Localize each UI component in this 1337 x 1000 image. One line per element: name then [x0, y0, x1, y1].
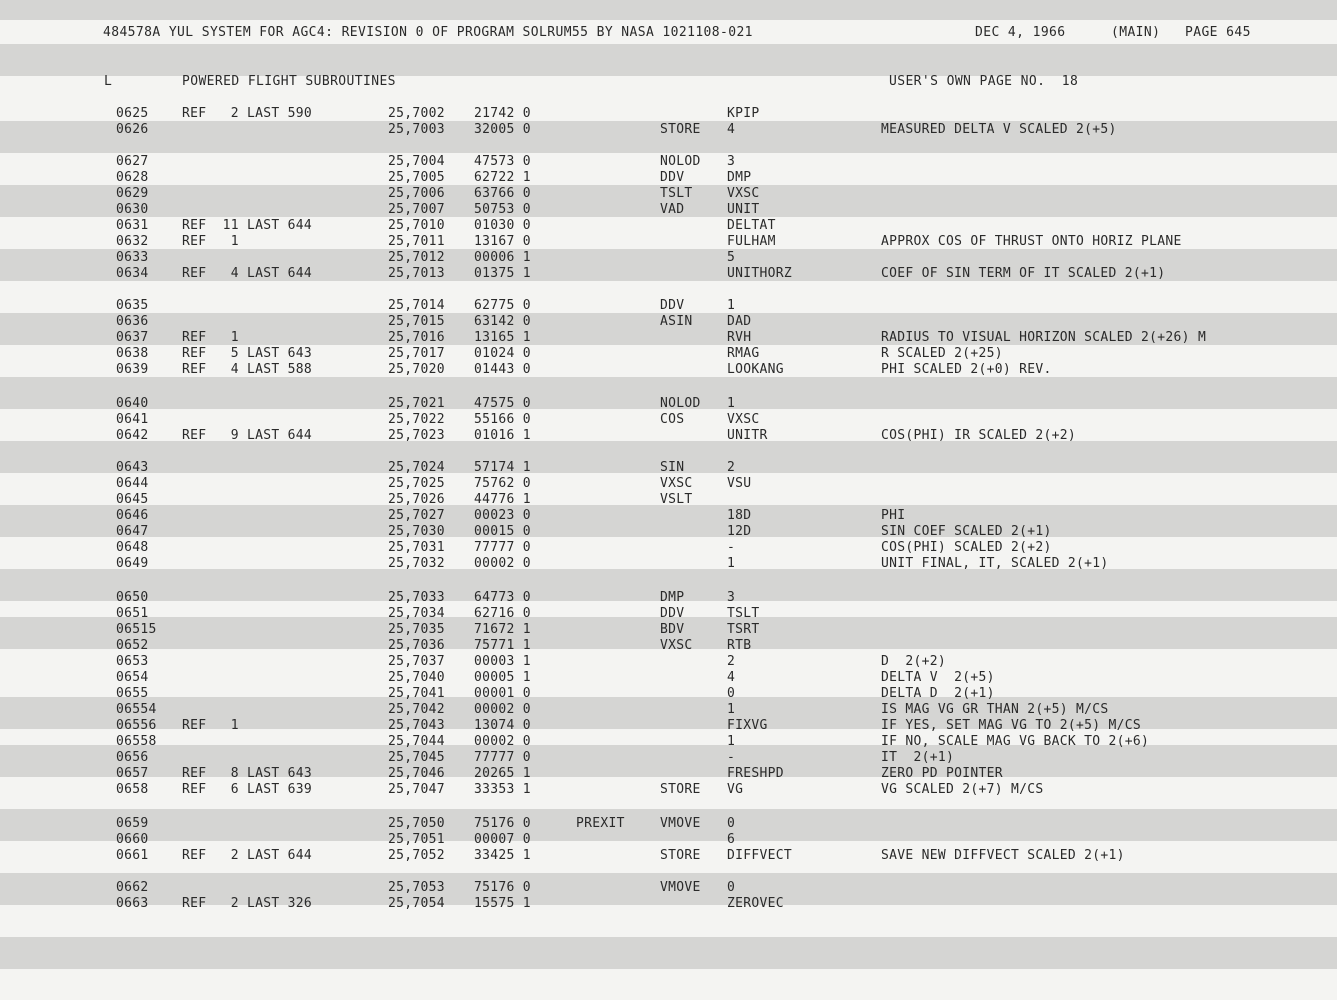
octal-word: 13165 1	[474, 330, 531, 345]
address: 25,7026	[388, 492, 445, 507]
octal-word: 00002 0	[474, 702, 531, 717]
line-number: 0654	[116, 670, 149, 685]
ref-note: REF 4 LAST 644	[182, 266, 313, 281]
comment: COS(PHI) IR SCALED 2(+2)	[881, 428, 1077, 443]
operand: TSRT	[727, 622, 760, 637]
octal-word: 33353 1	[474, 782, 531, 797]
ref-note: REF 1	[182, 718, 239, 733]
line-number: 0628	[116, 170, 149, 185]
octal-word: 01375 1	[474, 266, 531, 281]
octal-word: 33425 1	[474, 848, 531, 863]
line-number: 0652	[116, 638, 149, 653]
opcode: DDV	[660, 298, 685, 313]
operand: 6	[727, 832, 736, 847]
opcode: VAD	[660, 202, 685, 217]
address: 25,7053	[388, 880, 445, 895]
octal-word: 00001 0	[474, 686, 531, 701]
octal-word: 63142 0	[474, 314, 531, 329]
opcode: ASIN	[660, 314, 693, 329]
comment: MEASURED DELTA V SCALED 2(+5)	[881, 122, 1117, 137]
operand: 3	[727, 590, 736, 605]
address: 25,7051	[388, 832, 445, 847]
operand: -	[727, 540, 736, 555]
octal-word: 44776 1	[474, 492, 531, 507]
address: 25,7032	[388, 556, 445, 571]
opcode: STORE	[660, 122, 701, 137]
address: 25,7014	[388, 298, 445, 313]
operand: KPIP	[727, 106, 760, 121]
address: 25,7006	[388, 186, 445, 201]
address: 25,7010	[388, 218, 445, 233]
comment: RADIUS TO VISUAL HORIZON SCALED 2(+26) M	[881, 330, 1207, 345]
operand: RMAG	[727, 346, 760, 361]
octal-word: 01016 1	[474, 428, 531, 443]
line-number: 06515	[116, 622, 157, 637]
operand: UNITR	[727, 428, 768, 443]
opcode: DDV	[660, 170, 685, 185]
operand: 1	[727, 734, 736, 749]
operand: FULHAM	[727, 234, 776, 249]
operand: DMP	[727, 170, 752, 185]
opcode: VXSC	[660, 638, 693, 653]
line-number: 0641	[116, 412, 149, 427]
operand: DIFFVECT	[727, 848, 793, 863]
address: 25,7043	[388, 718, 445, 733]
octal-word: 00006 1	[474, 250, 531, 265]
octal-word: 00023 0	[474, 508, 531, 523]
ref-note: REF 4 LAST 588	[182, 362, 313, 377]
octal-word: 62716 0	[474, 606, 531, 621]
octal-word: 63766 0	[474, 186, 531, 201]
paper-band	[0, 505, 1337, 537]
address: 25,7012	[388, 250, 445, 265]
octal-word: 01443 0	[474, 362, 531, 377]
operand: 1	[727, 298, 736, 313]
opcode: STORE	[660, 848, 701, 863]
octal-word: 13167 0	[474, 234, 531, 249]
operand: 12D	[727, 524, 752, 539]
comment: DELTA V 2(+5)	[881, 670, 995, 685]
octal-word: 75176 0	[474, 816, 531, 831]
operand: 4	[727, 670, 736, 685]
address: 25,7020	[388, 362, 445, 377]
line-number: 06554	[116, 702, 157, 717]
octal-word: 13074 0	[474, 718, 531, 733]
line-number: 0630	[116, 202, 149, 217]
operand: 1	[727, 396, 736, 411]
comment: DELTA D 2(+1)	[881, 686, 995, 701]
operand: LOOKANG	[727, 362, 784, 377]
octal-word: 55166 0	[474, 412, 531, 427]
line-number: 0633	[116, 250, 149, 265]
line-number: 0650	[116, 590, 149, 605]
address: 25,7036	[388, 638, 445, 653]
address: 25,7040	[388, 670, 445, 685]
address: 25,7004	[388, 154, 445, 169]
operand: 0	[727, 686, 736, 701]
operand: FIXVG	[727, 718, 768, 733]
line-number: 0629	[116, 186, 149, 201]
octal-word: 01024 0	[474, 346, 531, 361]
line-number: 0644	[116, 476, 149, 491]
comment: D 2(+2)	[881, 654, 947, 669]
line-number: 0646	[116, 508, 149, 523]
line-number: 06556	[116, 718, 157, 733]
opcode: TSLT	[660, 186, 693, 201]
address: 25,7045	[388, 750, 445, 765]
operand: UNIT	[727, 202, 760, 217]
line-number: 0647	[116, 524, 149, 539]
octal-word: 00002 0	[474, 734, 531, 749]
opcode: SIN	[660, 460, 685, 475]
comment: IS MAG VG GR THAN 2(+5) M/CS	[881, 702, 1109, 717]
line-number: 0638	[116, 346, 149, 361]
line-number: 0653	[116, 654, 149, 669]
line-number: 0651	[116, 606, 149, 621]
operand: VXSC	[727, 412, 760, 427]
address: 25,7007	[388, 202, 445, 217]
octal-word: 77777 0	[474, 540, 531, 555]
octal-word: 57174 1	[474, 460, 531, 475]
ref-note: REF 11 LAST 644	[182, 218, 313, 233]
operand: 4	[727, 122, 736, 137]
comment: IF YES, SET MAG VG TO 2(+5) M/CS	[881, 718, 1142, 733]
operand: 0	[727, 880, 736, 895]
operand: DAD	[727, 314, 752, 329]
address: 25,7027	[388, 508, 445, 523]
operand: VG	[727, 782, 744, 797]
address: 25,7050	[388, 816, 445, 831]
line-number: 0648	[116, 540, 149, 555]
comment: IT 2(+1)	[881, 750, 955, 765]
line-number: 0627	[116, 154, 149, 169]
opcode: BDV	[660, 622, 685, 637]
operand: 18D	[727, 508, 752, 523]
header-page: PAGE 645	[1185, 25, 1251, 40]
opcode: VMOVE	[660, 816, 701, 831]
line-number: 0635	[116, 298, 149, 313]
address: 25,7047	[388, 782, 445, 797]
line-number: 0660	[116, 832, 149, 847]
line-number: 0631	[116, 218, 149, 233]
comment: PHI SCALED 2(+0) REV.	[881, 362, 1052, 377]
line-number: 06558	[116, 734, 157, 749]
address: 25,7052	[388, 848, 445, 863]
opcode: VXSC	[660, 476, 693, 491]
operand: FRESHPD	[727, 766, 784, 781]
opcode: COS	[660, 412, 685, 427]
address: 25,7031	[388, 540, 445, 555]
opcode: NOLOD	[660, 396, 701, 411]
line-number: 0662	[116, 880, 149, 895]
comment: R SCALED 2(+25)	[881, 346, 1003, 361]
octal-word: 00007 0	[474, 832, 531, 847]
address: 25,7017	[388, 346, 445, 361]
octal-word: 00015 0	[474, 524, 531, 539]
operand: 0	[727, 816, 736, 831]
octal-word: 62722 1	[474, 170, 531, 185]
octal-word: 20265 1	[474, 766, 531, 781]
octal-word: 47575 0	[474, 396, 531, 411]
operand: -	[727, 750, 736, 765]
ref-note: REF 1	[182, 330, 239, 345]
line-number: 0626	[116, 122, 149, 137]
header-date: DEC 4, 1966	[975, 25, 1066, 40]
comment: SAVE NEW DIFFVECT SCALED 2(+1)	[881, 848, 1125, 863]
paper-band	[0, 937, 1337, 969]
octal-word: 00002 0	[474, 556, 531, 571]
paper-band	[0, 0, 1337, 20]
line-number: 0639	[116, 362, 149, 377]
comment: COEF OF SIN TERM OF IT SCALED 2(+1)	[881, 266, 1166, 281]
address: 25,7021	[388, 396, 445, 411]
octal-word: 75762 0	[474, 476, 531, 491]
operand: 2	[727, 654, 736, 669]
octal-word: 71672 1	[474, 622, 531, 637]
line-number: 0645	[116, 492, 149, 507]
address: 25,7013	[388, 266, 445, 281]
operand: DELTAT	[727, 218, 776, 233]
address: 25,7034	[388, 606, 445, 621]
address: 25,7002	[388, 106, 445, 121]
comment: COS(PHI) SCALED 2(+2)	[881, 540, 1052, 555]
line-number: 0655	[116, 686, 149, 701]
address: 25,7033	[388, 590, 445, 605]
line-number: 0634	[116, 266, 149, 281]
ref-note: REF 2 LAST 590	[182, 106, 313, 121]
comment: IF NO, SCALE MAG VG BACK TO 2(+6)	[881, 734, 1150, 749]
octal-word: 15575 1	[474, 896, 531, 911]
octal-word: 00003 1	[474, 654, 531, 669]
section-title: POWERED FLIGHT SUBROUTINES	[182, 74, 396, 89]
address: 25,7025	[388, 476, 445, 491]
address: 25,7015	[388, 314, 445, 329]
octal-word: 62775 0	[474, 298, 531, 313]
address: 25,7041	[388, 686, 445, 701]
operand: VSU	[727, 476, 752, 491]
address: 25,7011	[388, 234, 445, 249]
comment: UNIT FINAL, IT, SCALED 2(+1)	[881, 556, 1109, 571]
address: 25,7030	[388, 524, 445, 539]
octal-word: 21742 0	[474, 106, 531, 121]
opcode: VSLT	[660, 492, 693, 507]
statement-label: PREXIT	[576, 816, 625, 831]
opcode: STORE	[660, 782, 701, 797]
address: 25,7023	[388, 428, 445, 443]
operand: 1	[727, 556, 736, 571]
address: 25,7037	[388, 654, 445, 669]
ref-note: REF 6 LAST 639	[182, 782, 313, 797]
line-number: 0657	[116, 766, 149, 781]
ref-note: REF 1	[182, 234, 239, 249]
opcode: DMP	[660, 590, 685, 605]
operand: RVH	[727, 330, 752, 345]
operand: ZEROVEC	[727, 896, 784, 911]
line-number: 0656	[116, 750, 149, 765]
line-number: 0659	[116, 816, 149, 831]
operand: TSLT	[727, 606, 760, 621]
line-number: 0663	[116, 896, 149, 911]
comment: ZERO PD POINTER	[881, 766, 1003, 781]
line-number: 0640	[116, 396, 149, 411]
ref-note: REF 9 LAST 644	[182, 428, 313, 443]
octal-word: 47573 0	[474, 154, 531, 169]
address: 25,7046	[388, 766, 445, 781]
address: 25,7016	[388, 330, 445, 345]
operand: 3	[727, 154, 736, 169]
octal-word: 32005 0	[474, 122, 531, 137]
octal-word: 50753 0	[474, 202, 531, 217]
operand: RTB	[727, 638, 752, 653]
operand: 5	[727, 250, 736, 265]
line-number: 0636	[116, 314, 149, 329]
line-number: 0661	[116, 848, 149, 863]
comment: PHI	[881, 508, 906, 523]
ref-note: REF 8 LAST 643	[182, 766, 313, 781]
address: 25,7044	[388, 734, 445, 749]
operand: 2	[727, 460, 736, 475]
operand: VXSC	[727, 186, 760, 201]
ref-note: REF 2 LAST 644	[182, 848, 313, 863]
opcode: VMOVE	[660, 880, 701, 895]
octal-word: 01030 0	[474, 218, 531, 233]
line-number: 0637	[116, 330, 149, 345]
header-system-line: 484578A YUL SYSTEM FOR AGC4: REVISION 0 OF PROGRAM SOLRUM55 BY NASA 1021108-021	[103, 25, 753, 40]
header-main: (MAIN)	[1111, 25, 1161, 40]
octal-word: 77777 0	[474, 750, 531, 765]
octal-word: 64773 0	[474, 590, 531, 605]
address: 25,7022	[388, 412, 445, 427]
line-number: 0649	[116, 556, 149, 571]
address: 25,7003	[388, 122, 445, 137]
subheader-flag: L	[104, 74, 113, 89]
ref-note: REF 2 LAST 326	[182, 896, 313, 911]
comment: SIN COEF SCALED 2(+1)	[881, 524, 1052, 539]
octal-word: 00005 1	[474, 670, 531, 685]
line-number: 0658	[116, 782, 149, 797]
address: 25,7024	[388, 460, 445, 475]
address: 25,7042	[388, 702, 445, 717]
operand: UNITHORZ	[727, 266, 793, 281]
user-page-number: USER'S OWN PAGE NO. 18	[889, 74, 1079, 89]
address: 25,7005	[388, 170, 445, 185]
opcode: NOLOD	[660, 154, 701, 169]
address: 25,7035	[388, 622, 445, 637]
octal-word: 75176 0	[474, 880, 531, 895]
line-number: 0642	[116, 428, 149, 443]
opcode: DDV	[660, 606, 685, 621]
address: 25,7054	[388, 896, 445, 911]
paper-band	[0, 44, 1337, 76]
comment: APPROX COS OF THRUST ONTO HORIZ PLANE	[881, 234, 1182, 249]
octal-word: 75771 1	[474, 638, 531, 653]
line-number: 0632	[116, 234, 149, 249]
ref-note: REF 5 LAST 643	[182, 346, 313, 361]
line-number: 0643	[116, 460, 149, 475]
operand: 1	[727, 702, 736, 717]
line-number: 0625	[116, 106, 149, 121]
comment: VG SCALED 2(+7) M/CS	[881, 782, 1044, 797]
